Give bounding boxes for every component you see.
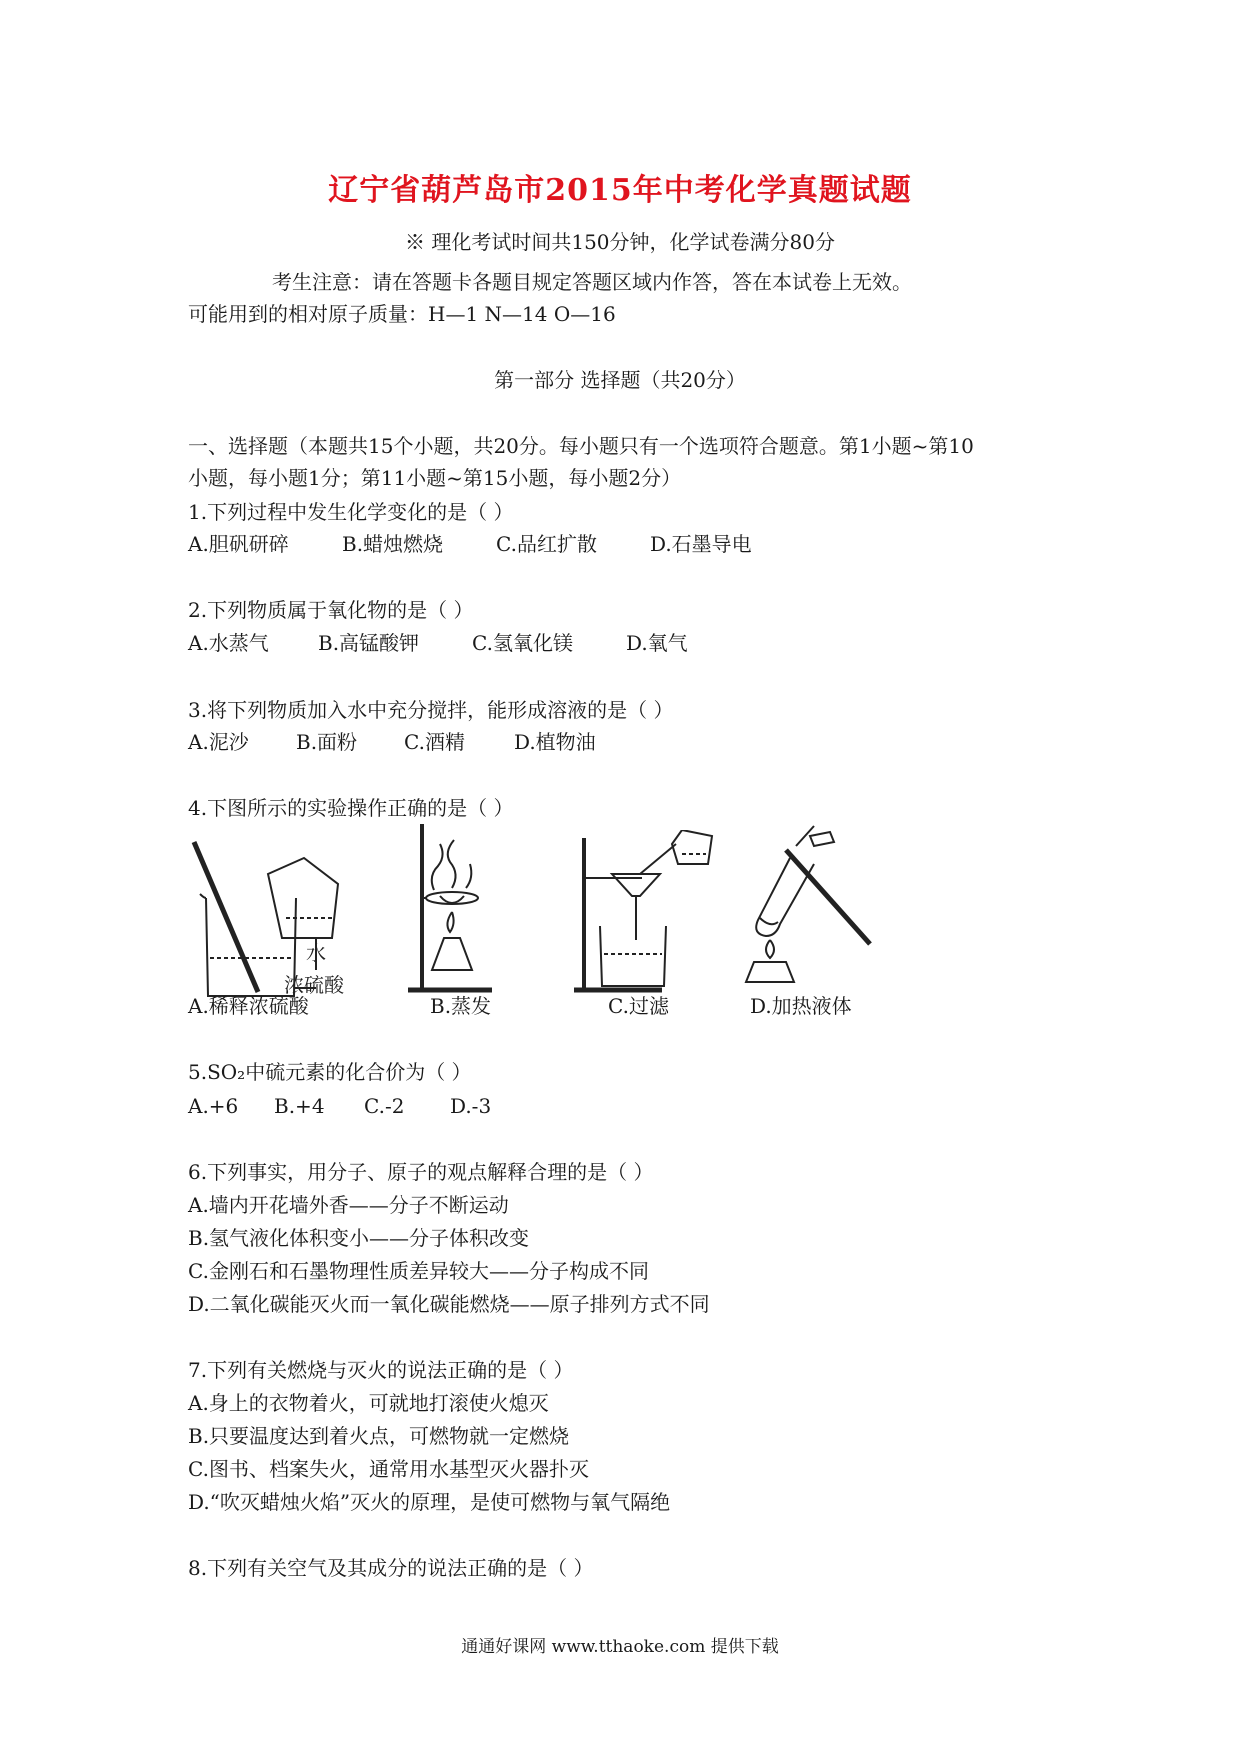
question-stem: 1.下列过程中发生化学变化的是（ ） <box>188 500 514 524</box>
option: C.酒精 <box>404 730 465 754</box>
option: A.水蒸气 <box>188 631 269 655</box>
option: B.高锰酸钾 <box>318 631 420 655</box>
question-options <box>188 530 752 558</box>
figure-filtration <box>572 830 742 996</box>
attention-note: 考生注意：请在答题卡各题目规定答题区域内作答，答在本试卷上无效。 <box>272 270 912 294</box>
option: D.植物油 <box>514 730 596 754</box>
instructions-line-1: 一、选择题（本题共15个小题，共20分。每小题只有一个选项符合题意。第1小题~第10 <box>188 434 974 458</box>
figure-caption: A.稀释浓硫酸 <box>188 994 309 1018</box>
atomic-mass-note: 可能用到的相对原子质量：H—1 N—14 O—16 <box>188 302 616 326</box>
question-stem: 6.下列事实，用分子、原子的观点解释合理的是（ ） <box>188 1160 654 1184</box>
option: B.蜡烛燃烧 <box>342 532 444 556</box>
footer-credit: 通通好课网 www.tthaoke.com 提供下载 <box>461 1637 779 1657</box>
question-stem: 2.下列物质属于氧化物的是（ ） <box>188 598 474 622</box>
option: D.二氧化碳能灭火而一氧化碳能燃烧——原子排列方式不同 <box>188 1292 710 1316</box>
option: A.胆矾研碎 <box>188 532 289 556</box>
option: B.只要温度达到着火点，可燃物就一定燃烧 <box>188 1424 570 1448</box>
option: A.身上的衣物着火，可就地打滚使火熄灭 <box>188 1391 549 1415</box>
question-stem: 4.下图所示的实验操作正确的是（ ） <box>188 796 514 820</box>
question-options <box>188 728 596 756</box>
option: D.“吹灭蜡烛火焰”灭火的原理，是使可燃物与氧气隔绝 <box>188 1490 671 1514</box>
option: C.金刚石和石墨物理性质差异较大——分子构成不同 <box>188 1259 649 1283</box>
option: C.氢氧化镁 <box>472 631 573 655</box>
option: B.面粉 <box>296 730 358 754</box>
question-options <box>188 1092 491 1120</box>
option: D.-3 <box>450 1094 492 1118</box>
section-title: 第一部分 选择题（共20分） <box>494 368 746 392</box>
question-stem: 3.将下列物质加入水中充分搅拌，能形成溶液的是（ ） <box>188 698 674 722</box>
option: A.泥沙 <box>188 730 249 754</box>
question-stem: 7.下列有关燃烧与灭火的说法正确的是（ ） <box>188 1358 574 1382</box>
figure-caption: D.加热液体 <box>750 994 852 1018</box>
option: C.图书、档案失火，通常用水基型灭火器扑灭 <box>188 1457 589 1481</box>
figure-heat-liquid <box>730 822 880 988</box>
exam-time-note: ※ 理化考试时间共150分钟，化学试卷满分80分 <box>405 230 835 254</box>
figure-evaporation <box>400 820 500 996</box>
option: C.-2 <box>364 1094 405 1118</box>
figure-caption: B.蒸发 <box>430 994 492 1018</box>
option: A.+6 <box>188 1094 239 1118</box>
question-options <box>188 629 688 657</box>
acid-label: 浓硫酸 <box>284 973 344 997</box>
water-label: 水 <box>306 941 326 965</box>
instructions-line-2: 小题，每小题1分；第11小题~第15小题，每小题2分） <box>188 466 682 490</box>
document-title: 辽宁省葫芦岛市2015年中考化学真题试题 <box>328 173 912 208</box>
question-stem: 5.SO₂中硫元素的化合价为（ ） <box>188 1060 472 1084</box>
question-stem: 8.下列有关空气及其成分的说法正确的是（ ） <box>188 1556 594 1580</box>
option: D.氧气 <box>626 631 688 655</box>
figure-dilute-acid <box>186 838 366 998</box>
figure-caption: C.过滤 <box>608 994 669 1018</box>
option: B.+4 <box>274 1094 325 1118</box>
option: B.氢气液化体积变小——分子体积改变 <box>188 1226 530 1250</box>
option: C.品红扩散 <box>496 532 597 556</box>
option: D.石墨导电 <box>650 532 752 556</box>
option: A.墙内开花墙外香——分子不断运动 <box>188 1193 509 1217</box>
